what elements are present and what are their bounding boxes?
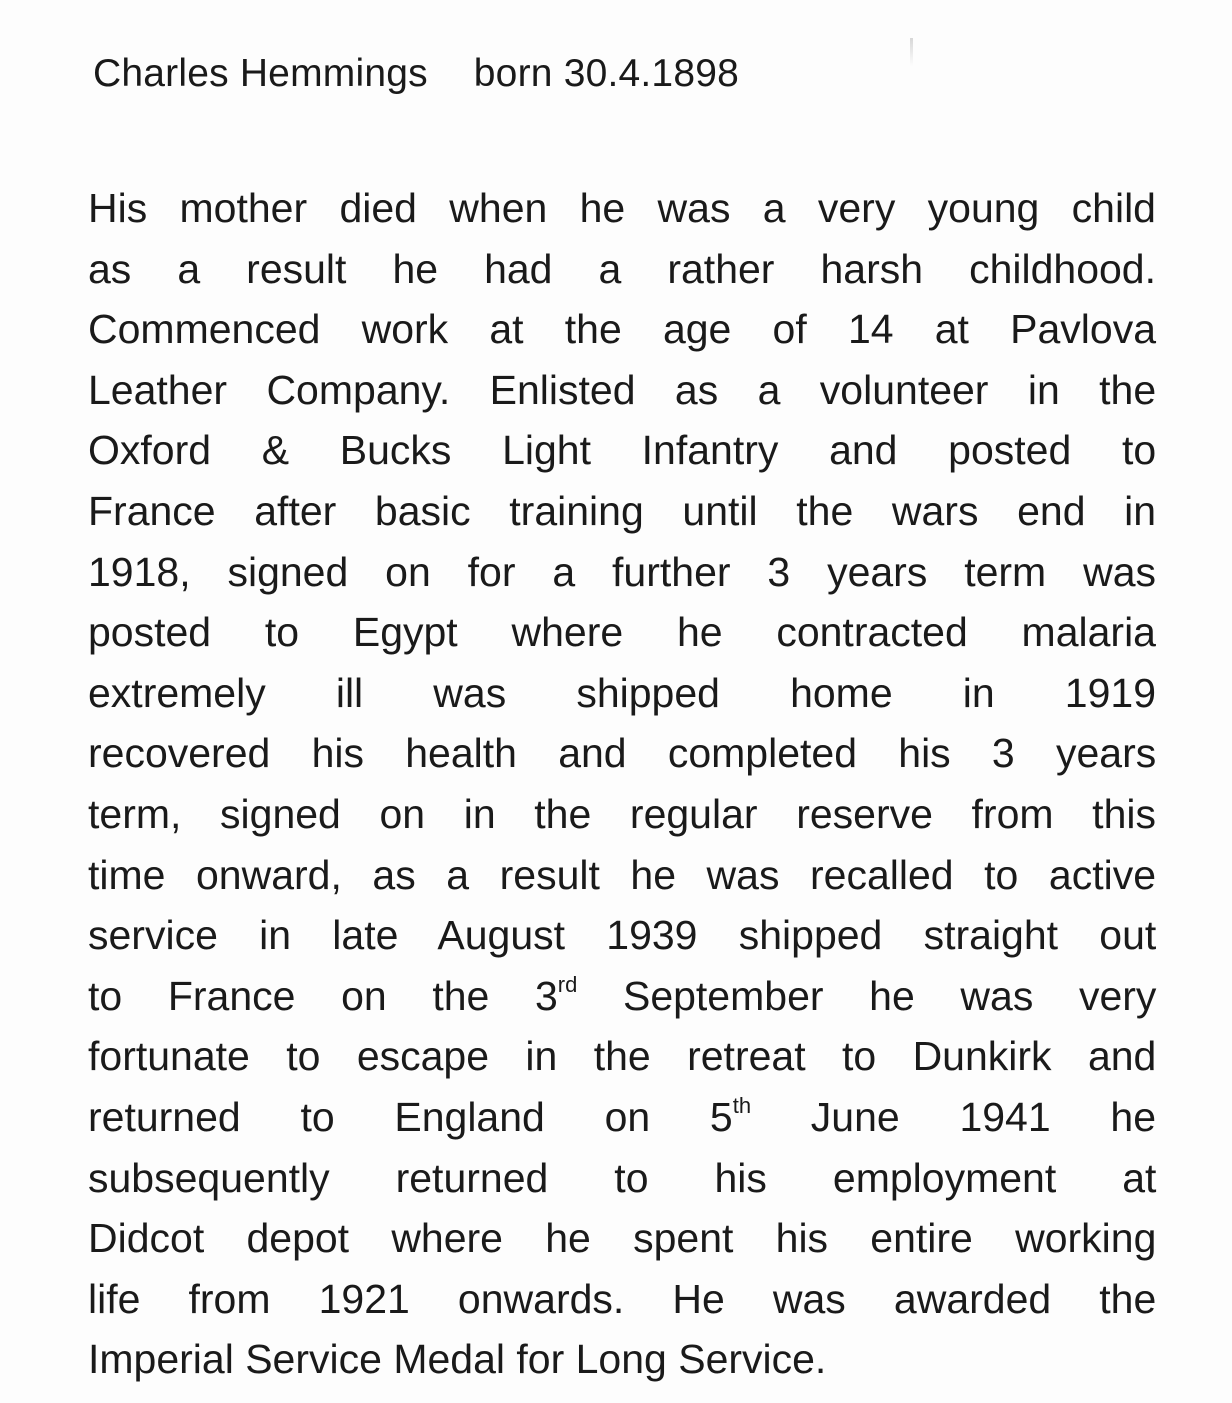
birth-date: born 30.4.1898 [473, 52, 739, 95]
text-line: to France on the 3rd September he was very [88, 971, 1157, 1019]
text-line: Didcot depot where he spent his entire working [88, 1215, 1157, 1262]
text-line: extremely ill was shipped home in 1919 [88, 669, 1156, 716]
text-line: returned to England on 5th June 1941 he [88, 1092, 1156, 1140]
text-line: recovered his health and completed his 3 years [88, 730, 1157, 777]
ordinal-suffix: rd [557, 971, 578, 997]
text-line: as a result he had a rather harsh childhood. [88, 245, 1156, 292]
text-line: posted to Egypt where he contracted malaria [88, 609, 1156, 656]
ordinal-suffix: th [732, 1092, 752, 1118]
text-line: Oxford & Bucks Light Infantry and posted to [88, 427, 1157, 474]
text-line: life from 1921 onwards. He was awarded the [88, 1275, 1157, 1322]
person-name: Charles Hemmings [93, 52, 428, 95]
text-line: France after basic training until the wars end in [88, 487, 1157, 534]
text-line: Commenced work at the age of 14 at Pavlova [88, 306, 1156, 353]
biography-text [88, 178, 1156, 1390]
text-line: time onward, as a result he was recalled to active [88, 851, 1156, 898]
text-line: His mother died when he was a very young child [88, 185, 1156, 231]
text-line: subsequently returned to his employment at [88, 1154, 1157, 1201]
text-line: Imperial Service Medal for Long Service. [88, 1336, 827, 1383]
text-line: Leather Company. Enlisted as a volunteer in the [88, 366, 1157, 413]
text-line: fortunate to escape in the retreat to Dunkirk and [88, 1033, 1157, 1080]
text-line: 1918, signed on for a further 3 years term was [88, 548, 1156, 595]
text-line: term, signed on in the regular reserve from this [88, 790, 1156, 837]
document-heading [93, 54, 739, 93]
text-line: service in late August 1939 shipped straight out [88, 912, 1157, 959]
scan-speck [910, 38, 913, 66]
